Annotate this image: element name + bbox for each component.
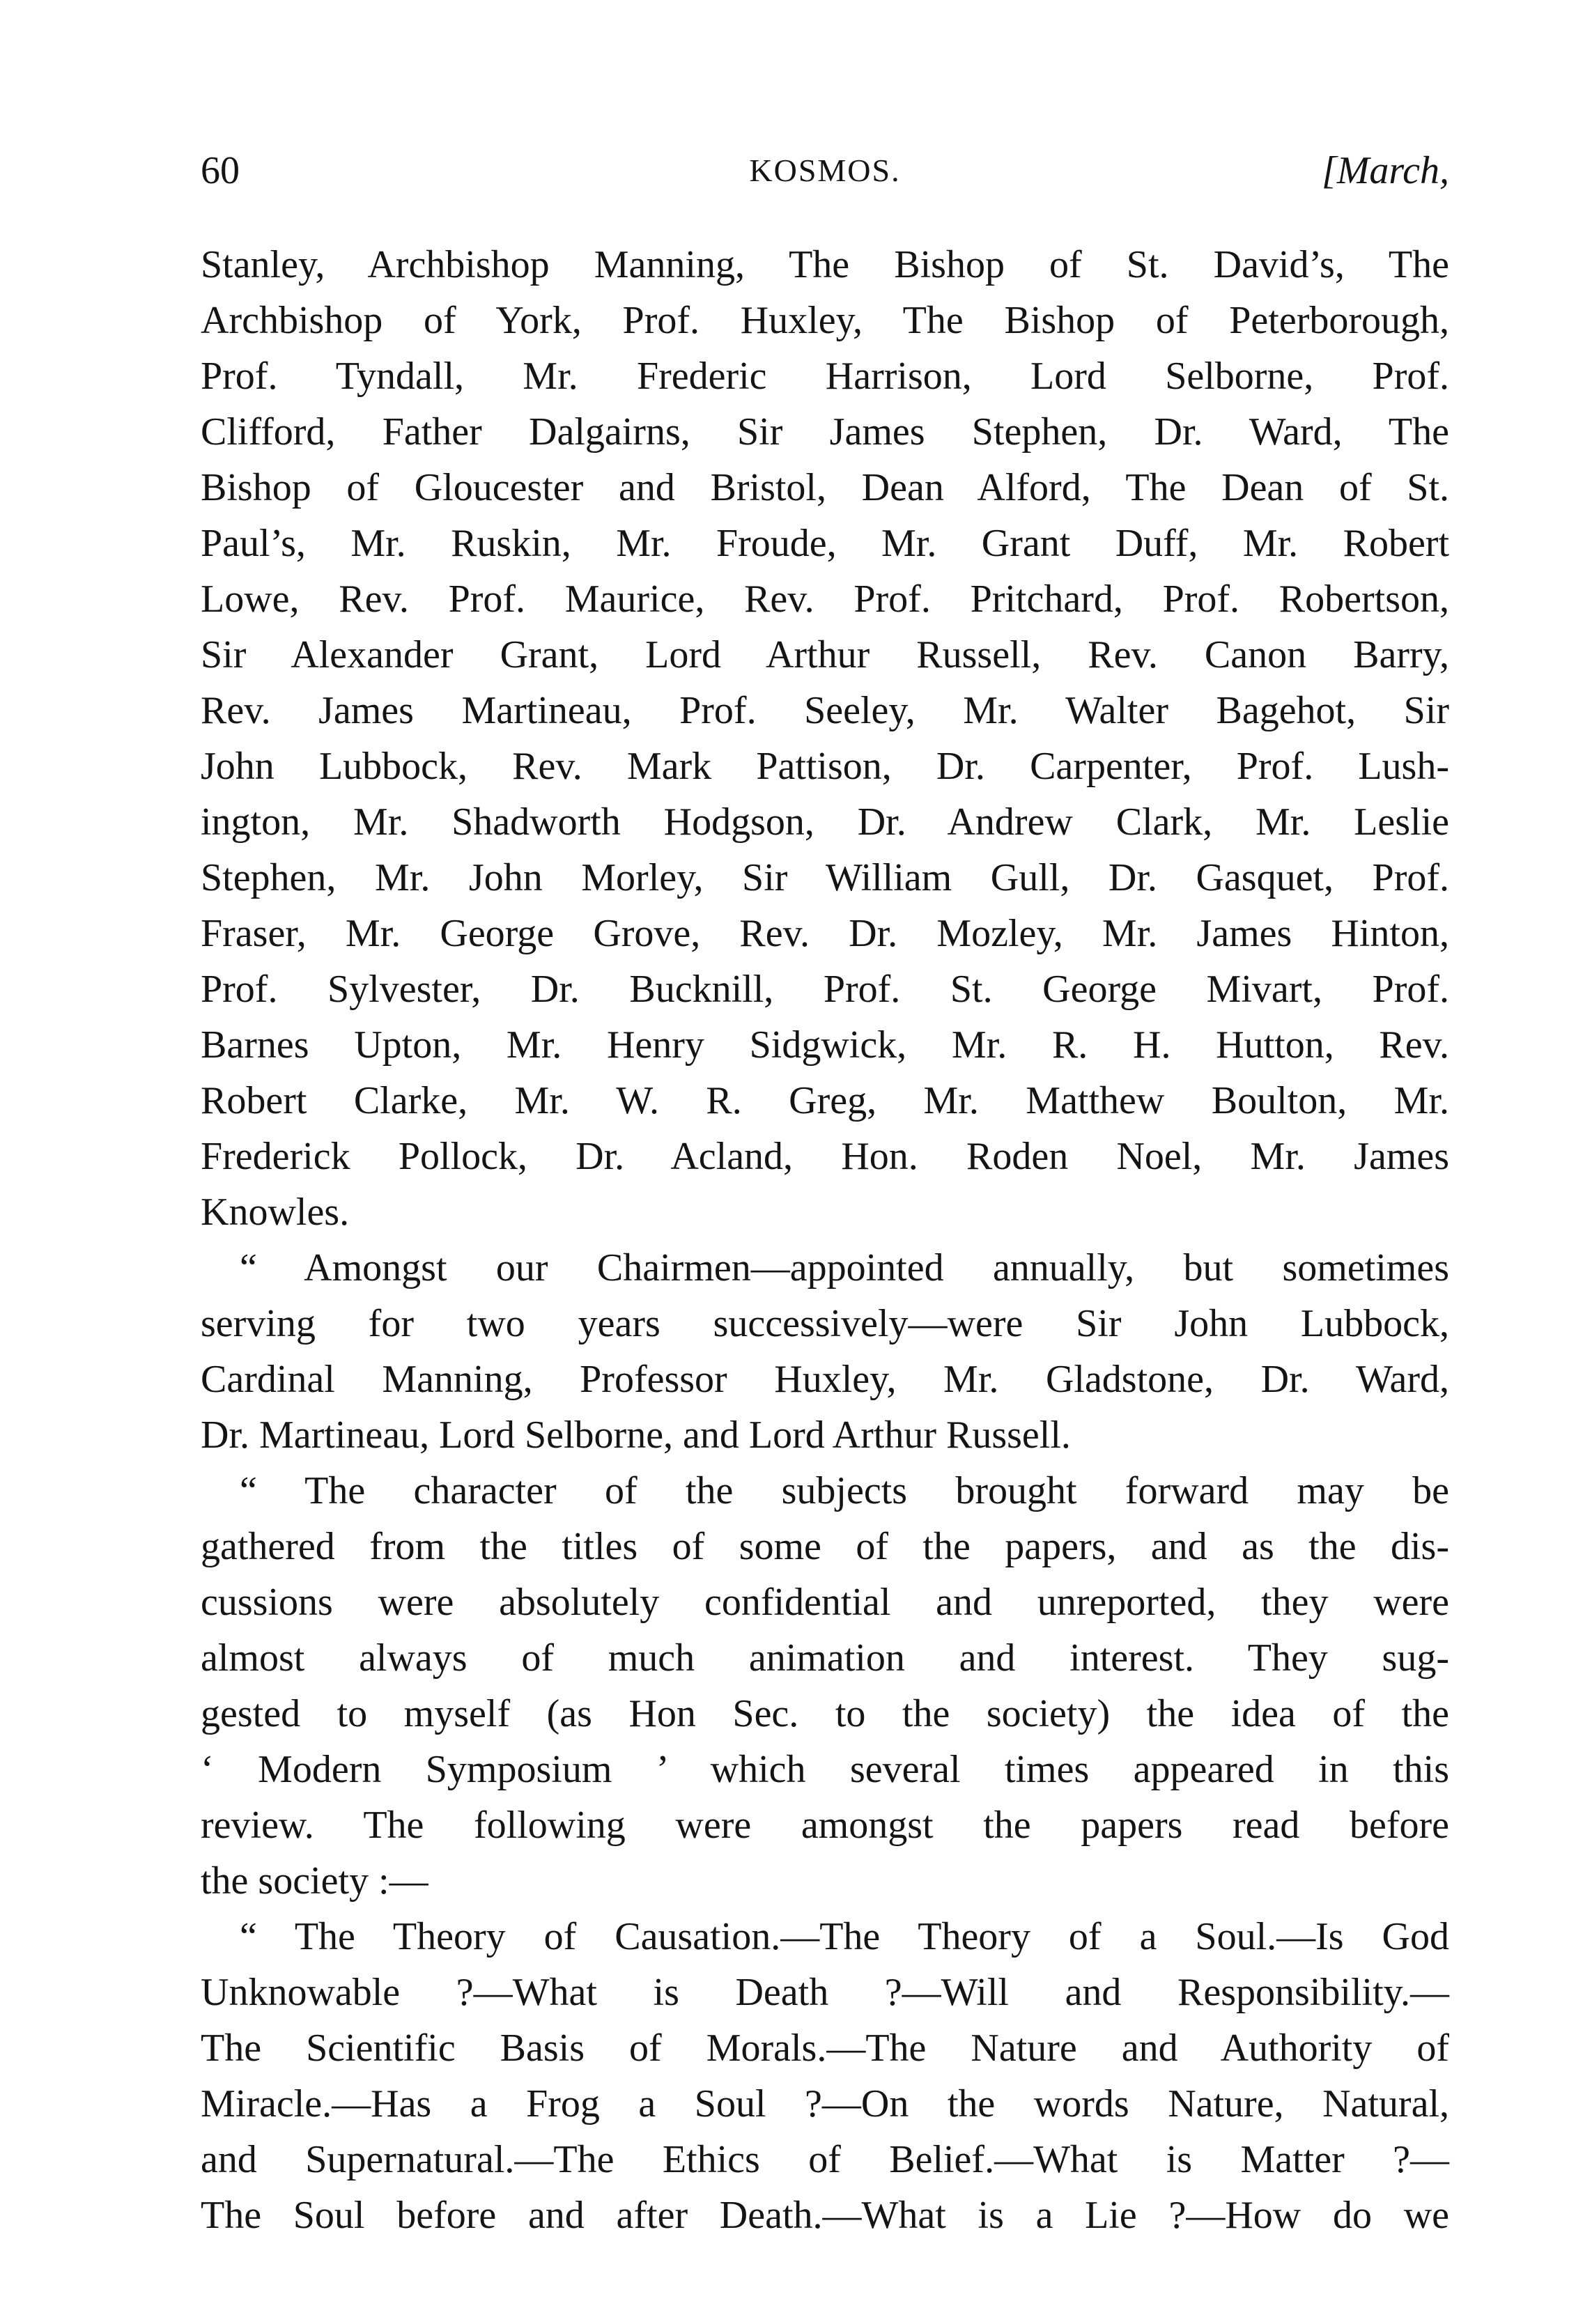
text-line: Knowles. bbox=[201, 1191, 350, 1234]
running-month: [March, bbox=[1321, 149, 1449, 192]
body-text bbox=[201, 237, 1449, 2243]
text-line: review. The following were amongst the papers read before bbox=[201, 1804, 1449, 1847]
page-number: 60 bbox=[201, 149, 240, 192]
text-line: Paul’s, Mr. Ruskin, Mr. Froude, Mr. Grant Duff, Mr. Robert bbox=[201, 522, 1449, 565]
text-line: serving for two years successively—were Sir John Lubbock, bbox=[201, 1302, 1449, 1345]
text-line: Barnes Upton, Mr. Henry Sidgwick, Mr. R. H. Hutton, Rev. bbox=[201, 1023, 1449, 1067]
text-line: Prof. Tyndall, Mr. Frederic Harrison, Lord Selborne, Prof. bbox=[201, 355, 1449, 398]
paragraph-first-line: “ The Theory of Causation.—The Theory of a Soul.—Is God bbox=[240, 1915, 1449, 1958]
text-line: and Supernatural.—The Ethics of Belief.—What is Matter ?— bbox=[201, 2138, 1449, 2181]
text-line: cussions were absolutely confidential and unreported, they were bbox=[201, 1581, 1449, 1624]
text-line: Robert Clarke, Mr. W. R. Greg, Mr. Matthew Boulton, Mr. bbox=[201, 1079, 1449, 1122]
text-line: the society :— bbox=[201, 1859, 428, 1903]
running-head bbox=[201, 139, 1449, 202]
text-line: gathered from the titles of some of the papers, and as the dis- bbox=[201, 1525, 1449, 1568]
paragraph-first-line: “ Amongst our Chairmen—appointed annually, but sometimes bbox=[240, 1246, 1449, 1289]
running-title: KOSMOS. bbox=[749, 153, 901, 188]
text-line: John Lubbock, Rev. Mark Pattison, Dr. Carpenter, Prof. Lush- bbox=[201, 745, 1449, 788]
text-line: Stephen, Mr. John Morley, Sir William Gull, Dr. Gasquet, Prof. bbox=[201, 856, 1449, 899]
paragraph-first-line: “ The character of the subjects brought forward may be bbox=[240, 1469, 1449, 1512]
text-line: Cardinal Manning, Professor Huxley, Mr. Gladstone, Dr. Ward, bbox=[201, 1358, 1449, 1401]
text-line: Dr. Martineau, Lord Selborne, and Lord Arthur Russell. bbox=[201, 1413, 1071, 1457]
text-line: ington, Mr. Shadworth Hodgson, Dr. Andrew Clark, Mr. Leslie bbox=[201, 800, 1449, 844]
text-line: Unknowable ?—What is Death ?—Will and Responsibility.— bbox=[201, 1971, 1449, 2014]
text-line: Fraser, Mr. George Grove, Rev. Dr. Mozley, Mr. James Hinton, bbox=[201, 912, 1449, 955]
text-line: Miracle.—Has a Frog a Soul ?—On the words Nature, Natural, bbox=[201, 2082, 1449, 2125]
text-line: Stanley, Archbishop Manning, The Bishop of St. David’s, The bbox=[201, 243, 1449, 286]
text-line: The Soul before and after Death.—What is a Lie ?—How do we bbox=[201, 2194, 1449, 2237]
text-line: Clifford, Father Dalgairns, Sir James Stephen, Dr. Ward, The bbox=[201, 410, 1449, 454]
text-line: gested to myself (as Hon Sec. to the society) the idea of the bbox=[201, 1692, 1449, 1735]
text-line: Bishop of Gloucester and Bristol, Dean Alford, The Dean of St. bbox=[201, 466, 1449, 509]
text-line: almost always of much animation and interest. They sug- bbox=[201, 1636, 1449, 1680]
text-line: ‘ Modern Symposium ’ which several times appeared in this bbox=[201, 1748, 1449, 1791]
text-line: Lowe, Rev. Prof. Maurice, Rev. Prof. Pritchard, Prof. Robertson, bbox=[201, 578, 1449, 621]
text-line: Rev. James Martineau, Prof. Seeley, Mr. Walter Bagehot, Sir bbox=[201, 689, 1449, 732]
text-line: Frederick Pollock, Dr. Acland, Hon. Roden Noel, Mr. James bbox=[201, 1135, 1449, 1178]
text-line: The Scientific Basis of Morals.—The Nature and Authority of bbox=[201, 2027, 1449, 2070]
text-line: Archbishop of York, Prof. Huxley, The Bishop of Peterborough, bbox=[201, 299, 1449, 342]
text-line: Prof. Sylvester, Dr. Bucknill, Prof. St. George Mivart, Prof. bbox=[201, 968, 1449, 1011]
text-line: Sir Alexander Grant, Lord Arthur Russell, Rev. Canon Barry, bbox=[201, 633, 1449, 676]
